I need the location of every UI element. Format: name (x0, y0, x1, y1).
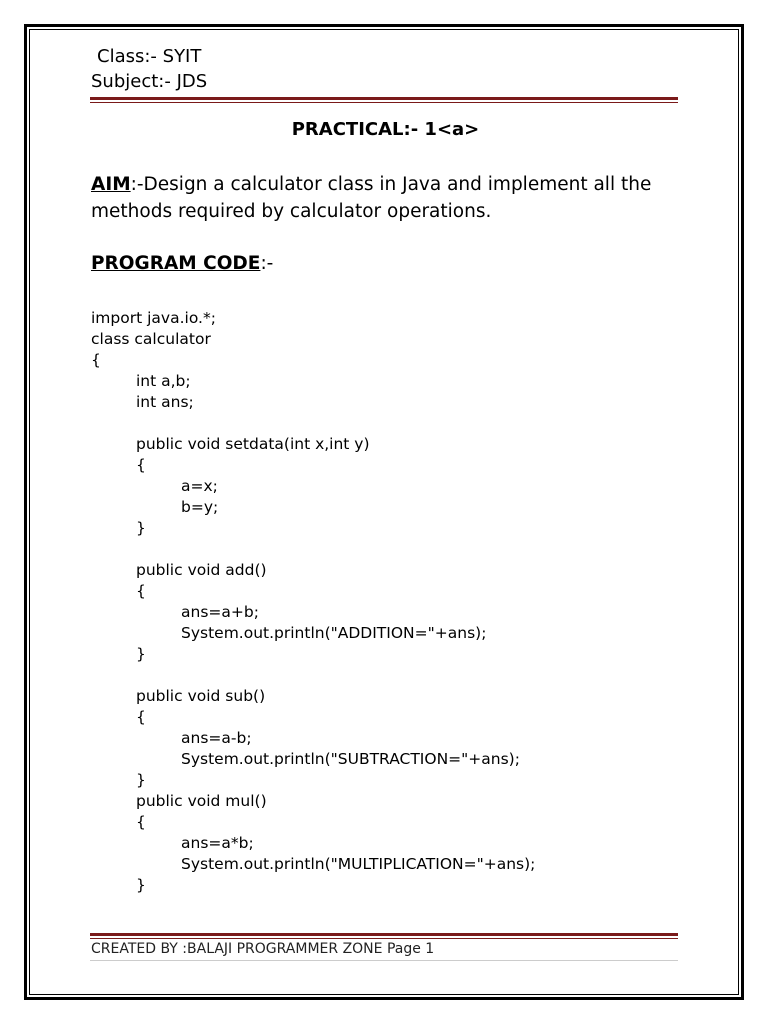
program-code-label: PROGRAM CODE (91, 253, 261, 274)
code-line: { (136, 708, 146, 726)
code-line: } (136, 519, 146, 537)
code-line (91, 413, 535, 434)
code-line: a=x; (181, 477, 218, 495)
code-line: public void mul() (136, 792, 267, 810)
code-line: class calculator (91, 330, 211, 348)
code-line: } (136, 771, 146, 789)
code-line: { (136, 456, 146, 474)
code-line: b=y; (181, 498, 219, 516)
code-line: { (136, 582, 146, 600)
code-line: ans=a-b; (181, 729, 252, 747)
footer-rule-thin (90, 938, 678, 939)
code-block (91, 308, 535, 896)
class-line: Class:- SYIT (97, 46, 202, 67)
aim-paragraph (91, 171, 681, 225)
code-line: ans=a+b; (181, 603, 259, 621)
aim-label: AIM (91, 174, 131, 195)
code-line (91, 665, 535, 686)
footer-underline (90, 960, 678, 961)
footer-text: CREATED BY :BALAJI PROGRAMMER ZONE Page 1 (91, 941, 435, 957)
code-line: public void sub() (136, 687, 266, 705)
subject-line: Subject:- JDS (91, 71, 208, 92)
code-line: System.out.println("ADDITION="+ans); (181, 624, 487, 642)
code-line: } (136, 876, 146, 894)
code-line (91, 539, 535, 560)
code-line: } (136, 645, 146, 663)
aim-text: :-Design a calculator class in Java and implement all the methods required by calculator operations. (91, 174, 652, 222)
footer-rule-thick (90, 933, 678, 936)
program-code-heading (91, 253, 273, 274)
code-line: import java.io.*; (91, 309, 216, 327)
header-rule-thick (90, 97, 678, 100)
code-line: { (91, 351, 101, 369)
code-line: ans=a*b; (181, 834, 254, 852)
header-rule-thin (90, 102, 678, 103)
code-line: System.out.println("MULTIPLICATION="+ans); (181, 855, 536, 873)
page-title (0, 119, 768, 140)
code-line: int a,b; (136, 372, 191, 390)
code-line: int ans; (136, 393, 194, 411)
code-line: System.out.println("SUBTRACTION="+ans); (181, 750, 520, 768)
page-title-text: PRACTICAL:- 1<a> (291, 119, 480, 140)
code-line: public void add() (136, 561, 267, 579)
program-code-suffix: :- (260, 253, 274, 274)
code-line: public void setdata(int x,int y) (136, 435, 370, 453)
code-line: { (136, 813, 146, 831)
